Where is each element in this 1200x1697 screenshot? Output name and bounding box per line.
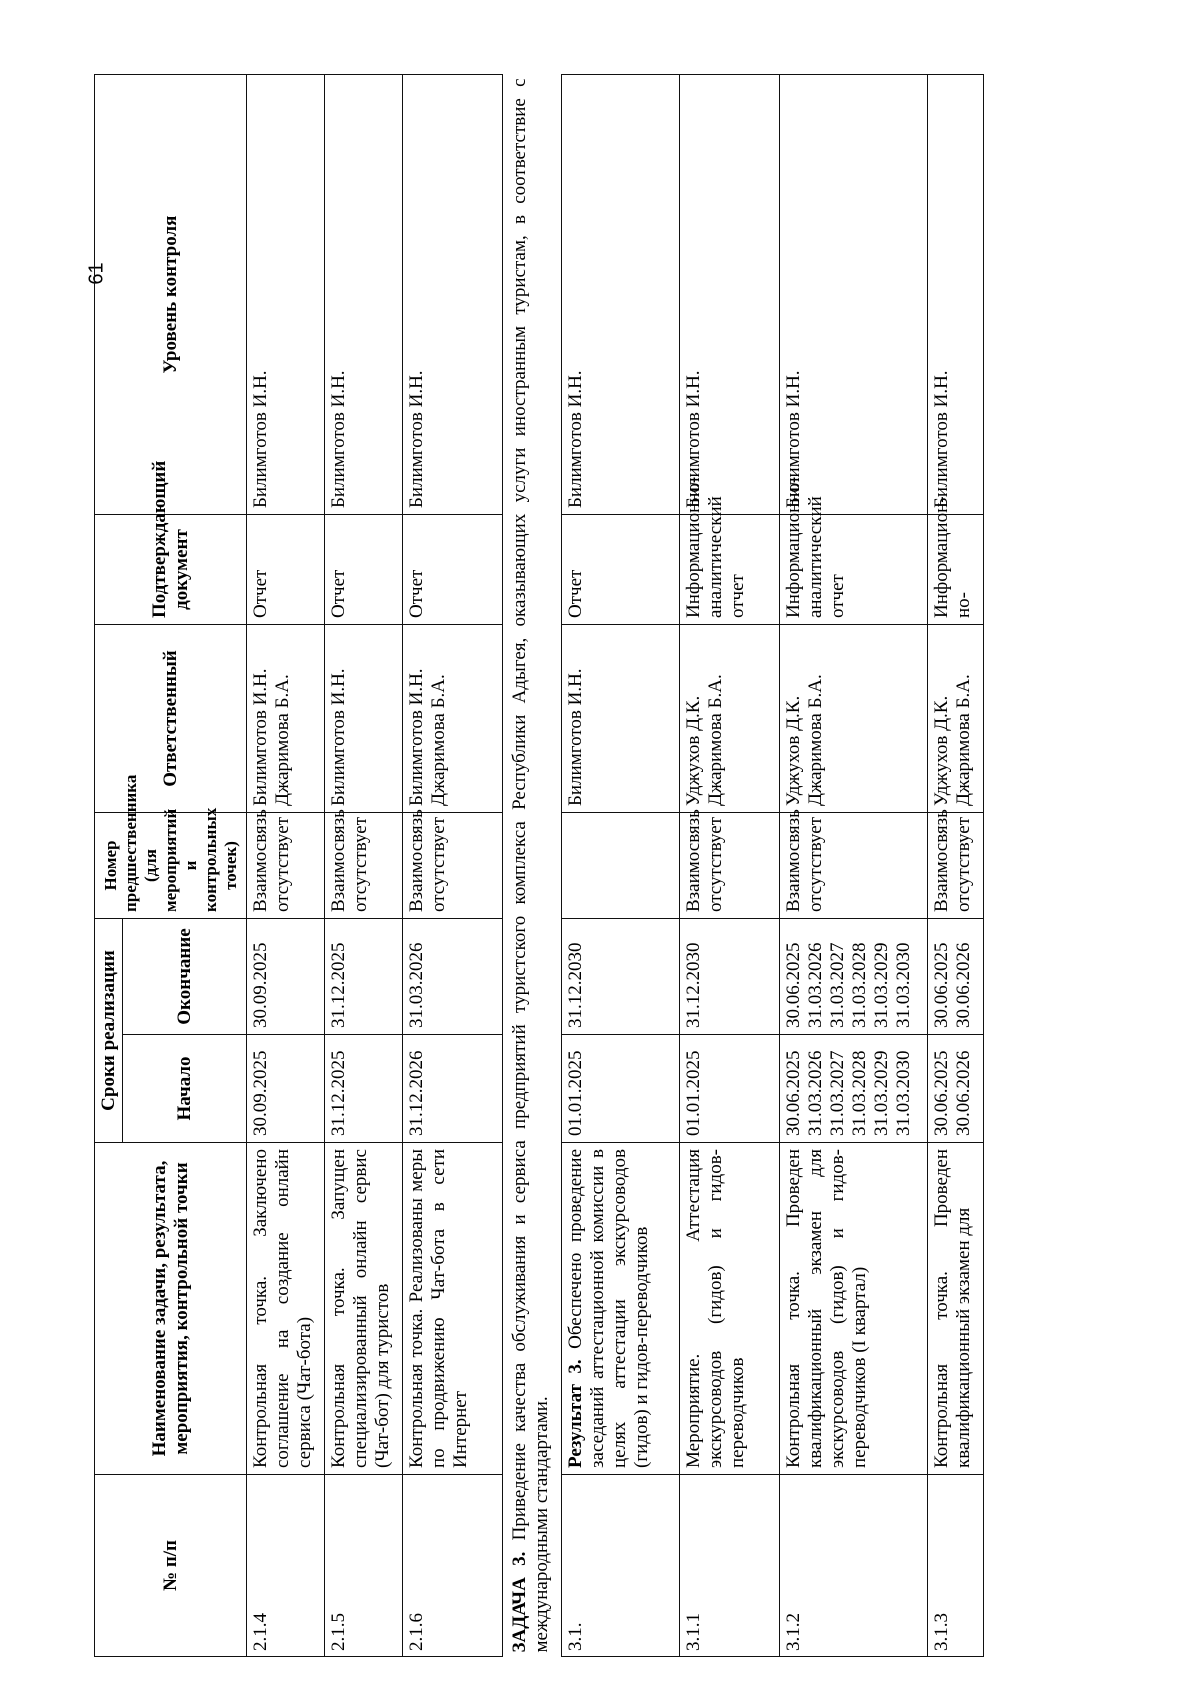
row-end: 31.12.2025 [325,919,403,1035]
table-row [247,75,325,1657]
row-num: 3.1.2 [780,1475,928,1657]
row-name: Мероприятие. Аттестация экскурсоводов (гидов) и гидов-переводчиков [680,1143,780,1475]
task-3-label: ЗАДАЧА 3. [509,1551,530,1653]
header-row-1 [95,75,123,1657]
row-doc: Информацион-но- [928,515,984,625]
row-num: 2.1.6 [403,1475,503,1657]
task-3-text [503,75,562,1657]
result-label: Результат 3. [565,1359,586,1468]
row-control: Билимготов И.Н. [562,75,680,515]
row-num: 3.1.1 [680,1475,780,1657]
row-name: Контрольная точка. Проведен квалификационный экзамен для экскурсоводов (гидов) и гидов-переводчиков (I квартал) [780,1143,928,1475]
table-row [562,75,680,1657]
row-name: Контрольная точка. Реализованы меры по продвижению Чат-бота в сети Интернет [403,1143,503,1475]
row-start: 31.12.2025 [325,1035,403,1143]
row-end: 30.09.2025 [247,919,325,1035]
row-pred [562,813,680,919]
row-name: Контрольная точка. Запущен специализированный онлайн сервис (Чат-бот) для туристов [325,1143,403,1475]
table-row [928,75,984,1657]
row-resp: Билимготов И.Н. Джаримова Б.А. [403,625,503,813]
plan-table [94,74,984,1657]
table-row [780,75,928,1657]
header-control: Уровень контроля [95,75,247,515]
row-name: Результат 3. Обеспечено проведение заседаний аттестационной комиссии в целях аттестации экскурсоводов (гидов) и гидов-переводчиков [562,1143,680,1475]
task-3-description: Приведение качества обслуживания и сервиса предприятий туристского комплекса Республики Адыгея, оказывающих услуги иностранным туристам, в соответствие с международными стандартами. [509,78,552,1653]
row-resp: Уджухов Д.К. Джаримова Б.А. [780,625,928,813]
row-doc: Отчет [325,515,403,625]
row-pred: Взаимосвязь отсутствует [928,813,984,919]
header-resp: Ответственный [95,625,247,813]
row-pred: Взаимосвязь отсутствует [403,813,503,919]
row-start: 30.09.2025 [247,1035,325,1143]
header-doc: Подтверждающий документ [95,515,247,625]
row-pred: Взаимосвязь отсутствует [780,813,928,919]
header-pred: Номер предшественника (для мероприятий и контрольных точек) [95,813,247,919]
header-end: Окончание [123,919,247,1035]
row-doc: Отчет [247,515,325,625]
row-resp: Билимготов И.Н. [325,625,403,813]
row-doc: Информационно-аналитический отчет [680,515,780,625]
rotated-page [94,75,1050,1657]
row-resp: Уджухов Д.К. Джаримова Б.А. [680,625,780,813]
row-start: 31.12.2026 [403,1035,503,1143]
header-period: Сроки реализации [95,919,123,1143]
task-3-row [503,75,562,1657]
row-start: 30.06.2025 30.06.2026 [928,1035,984,1143]
row-doc: Отчет [562,515,680,625]
row-num: 2.1.4 [247,1475,325,1657]
row-end: 31.03.2026 [403,919,503,1035]
table-row [325,75,403,1657]
header-num: № п/п [95,1475,247,1657]
table-row [680,75,780,1657]
row-doc: Информационно-аналитический отчет [780,515,928,625]
row-end: 30.06.2025 30.06.2026 [928,919,984,1035]
row-resp: Билимготов И.Н. [562,625,680,813]
row-control: Билимготов И.Н. [680,75,780,515]
row-pred: Взаимосвязь отсутствует [247,813,325,919]
row-num: 3.1. [562,1475,680,1657]
row-start: 30.06.2025 31.03.2026 31.03.2027 31.03.2028 31.03.2029 31.03.2030 [780,1035,928,1143]
row-end: 31.12.2030 [680,919,780,1035]
row-pred: Взаимосвязь отсутствует [680,813,780,919]
row-start: 01.01.2025 [562,1035,680,1143]
row-control: Билимготов И.Н. [928,75,984,515]
row-num: 2.1.5 [325,1475,403,1657]
header-name: Наименование задачи, результата, мероприятия, контрольной точки [95,1143,247,1475]
row-resp: Уджухов Д.К. Джаримова Б.А. [928,625,984,813]
row-start: 01.01.2025 [680,1035,780,1143]
row-pred: Взаимосвязь отсутствует [325,813,403,919]
row-end: 31.12.2030 [562,919,680,1035]
row-num: 3.1.3 [928,1475,984,1657]
row-name: Контрольная точка. Заключено соглашение на создание онлайн сервиса (Чат-бота) [247,1143,325,1475]
row-doc: Отчет [403,515,503,625]
row-control: Билимготов И.Н. [780,75,928,515]
row-control: Билимготов И.Н. [325,75,403,515]
page-number: 61 [85,262,108,285]
table-row [403,75,503,1657]
header-start: Начало [123,1035,247,1143]
row-control: Билимготов И.Н. [403,75,503,515]
row-control: Билимготов И.Н. [247,75,325,515]
row-resp: Билимготов И.Н. Джаримова Б.А. [247,625,325,813]
row-name: Контрольная точка. Проведен квалификационный экзамен для [928,1143,984,1475]
row-end: 30.06.2025 31.03.2026 31.03.2027 31.03.2028 31.03.2029 31.03.2030 [780,919,928,1035]
